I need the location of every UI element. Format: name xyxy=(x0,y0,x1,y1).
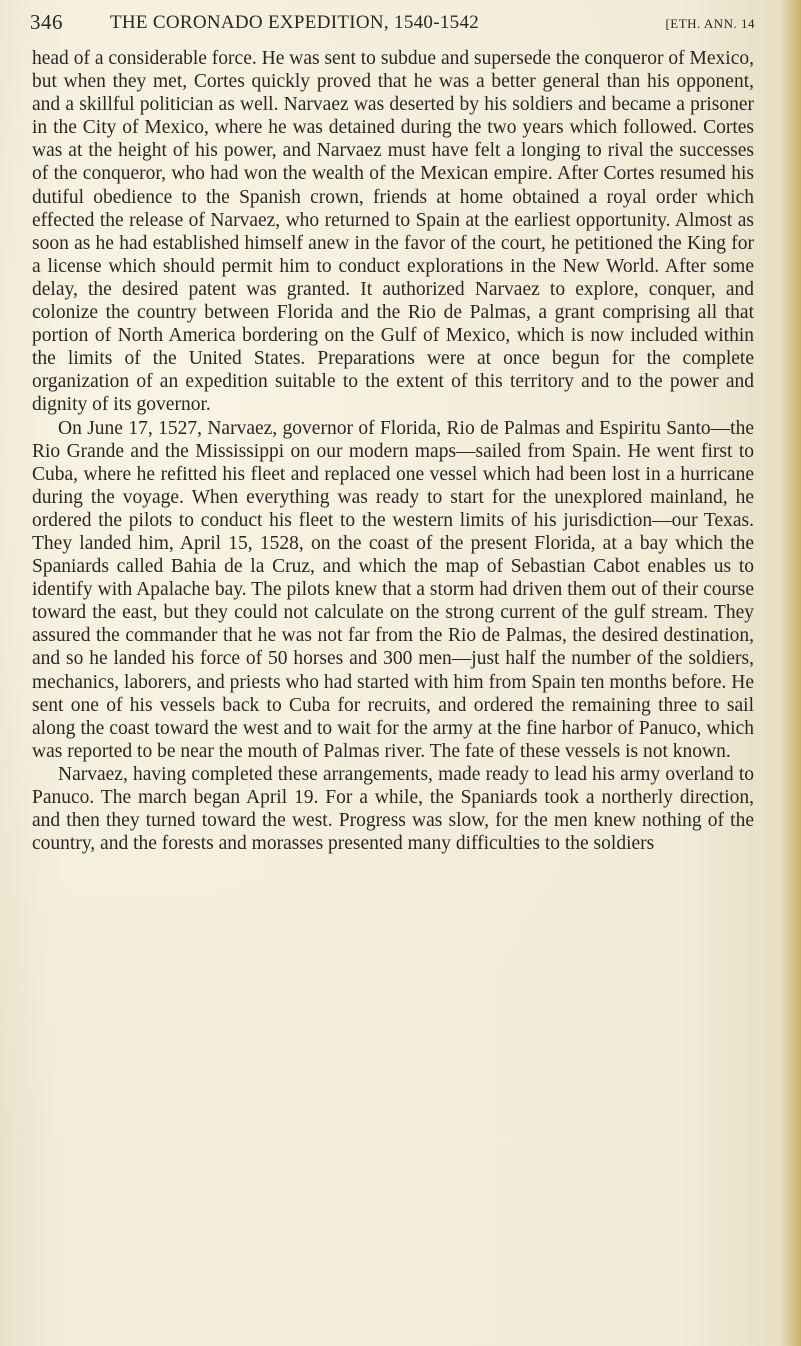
page-edge-shadow xyxy=(779,0,801,1346)
page-header xyxy=(30,10,770,40)
page-number: 346 xyxy=(30,10,63,34)
report-reference: [ETH. ANN. 14 xyxy=(665,16,755,31)
running-head: THE CORONADO EXPEDITION, 1540-1542 xyxy=(110,12,480,33)
paragraph-3: Narvaez, having completed these arrangements, made ready to lead his army overland to Panuco. The march began April 19. For a while, the Spaniards took a northerly direction, and then they turned toward the west. Progress was slow, for the men knew nothing of the country, and the forests and morasses presented many difficulties to the soldiers xyxy=(32,763,754,855)
paragraph-1: head of a considerable force. He was sent to subdue and supersede the conqueror of Mexico, but when they met, Cortes quickly proved that he was a better general than his opponent, and a skillful politician as well. Narvaez was deserted by his soldiers and became a prisoner in the City of Mexico, where he was detained during the two years which followed. Cortes was at the height of his power, and Narvaez must have felt a longing to rival the successes of the conqueror, who had won the wealth of the Mexican empire. After Cortes resumed his dutiful obedience to the Spanish crown, friends at home obtained a royal order which effected the release of Narvaez, who returned to Spain at the earliest opportunity. Almost as soon as he had established himself anew in the favor of the court, he petitioned the King for a license which should permit him to conduct explorations in the New World. After some delay, the desired patent was granted. It authorized Narvaez to explore, conquer, and colonize the country between Florida and the Rio de Palmas, a grant comprising all that portion of North America bordering on the Gulf of Mexico, which is now included within the limits of the United States. Preparations were at once begun for the complete organization of an expedition suitable to the extent of this territory and to the power and dignity of its governor. xyxy=(32,48,754,416)
body-text xyxy=(32,47,754,855)
paragraph-2: On June 17, 1527, Narvaez, governor of Florida, Rio de Palmas and Espiritu Santo—the Rio Grande and the Mississippi on our modern maps—sailed from Spain. He went first to Cuba, where he refitted his fleet and replaced one vessel which had been lost in a hurricane during the voyage. When everything was ready to start for the unexplored mainland, he ordered the pilots to conduct his fleet to the western limits of his jurisdiction—our Texas. They landed him, April 15, 1528, on the coast of the present Florida, at a bay which the Spaniards called Bahia de la Cruz, and which the map of Sebastian Cabot enables us to identify with Apalache bay. The pilots knew that a storm had driven them out of their course toward the east, but they could not calculate on the strong current of the gulf stream. They assured the commander that he was not far from the Rio de Palmas, the desired destination, and so he landed his force of 50 horses and 300 men—just half the number of the soldiers, mechanics, laborers, and priests who had started with him from Spain ten months before. He sent one of his vessels back to Cuba for recruits, and ordered the remaining three to sail along the coast toward the west and to wait for the army at the fine harbor of Panuco, which was reported to be near the mouth of Palmas river. The fate of these vessels is not known. xyxy=(32,417,754,762)
